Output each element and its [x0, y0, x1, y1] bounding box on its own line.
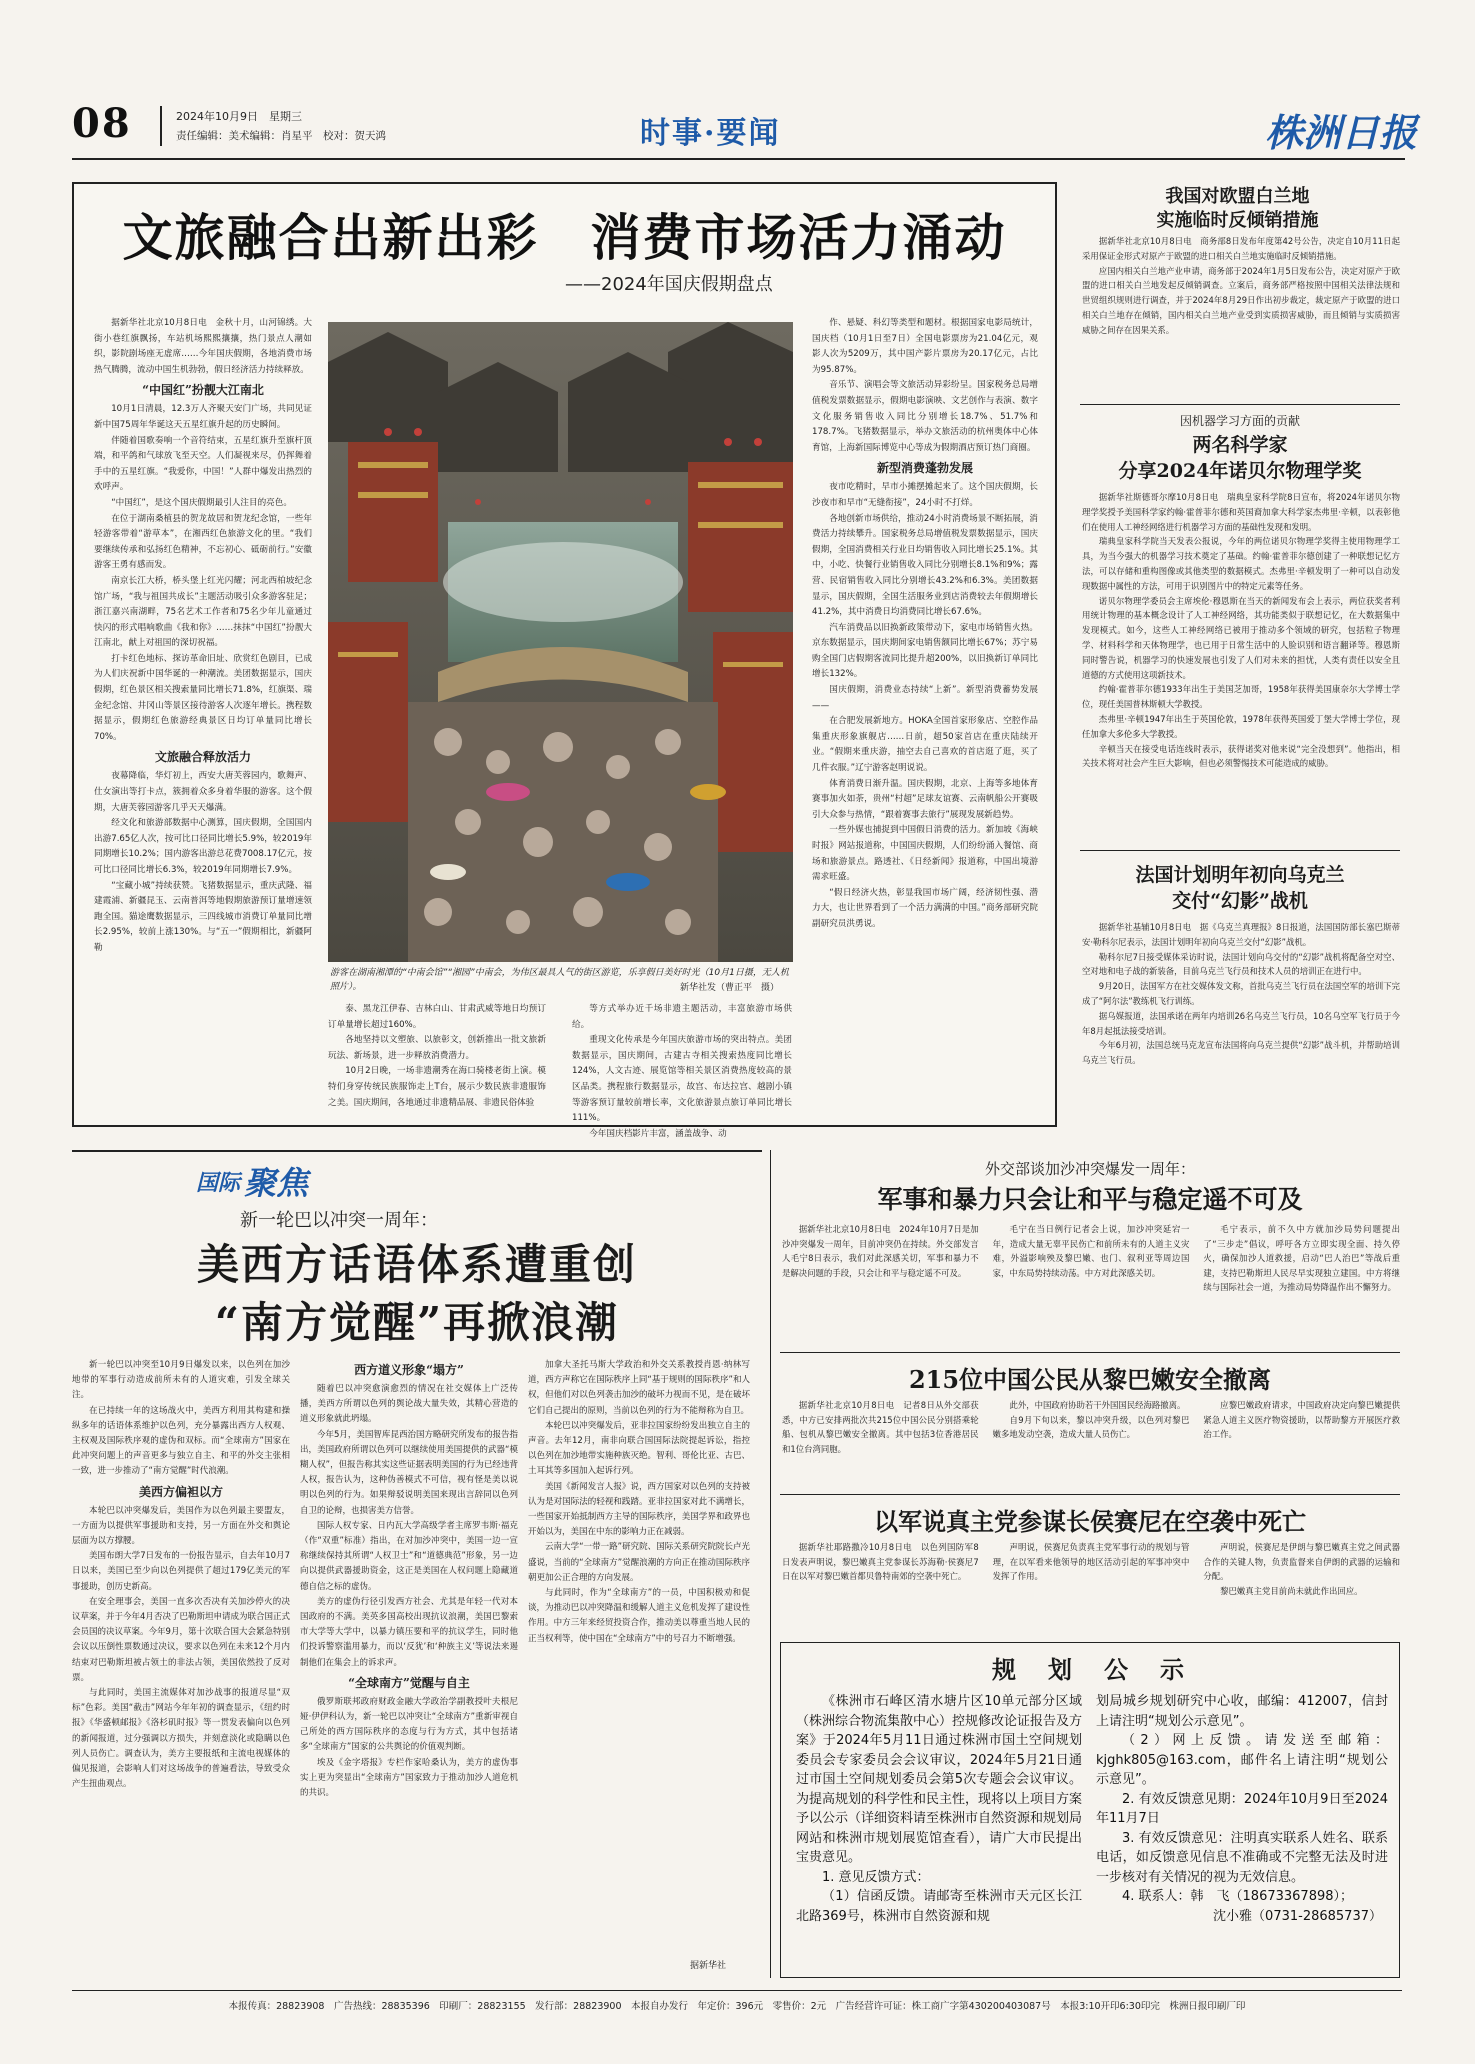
evac-body [782, 1398, 1400, 1490]
article-para: 据新华社北京10月8日电 2024年10月7日是加沙冲突爆发一周年，目前冲突仍在持续。外交部发言人毛宁8日表示，我们对此深感关切，军事和暴力不是解决问题的手段，只会让和平与稳定遥不可及。 [782, 1224, 979, 1278]
article-para: 在安全理事会，美国一直多次否决有关加沙停火的决议草案，并于今年4月否决了巴勒斯坦申请成为联合国正式会员国的决议草案。今年9月，第十次联合国大会紧急特别会议以压倒性票数通过决议，要求以色列在未来12个月内结束对巴勒斯坦被占领土的非法占领，美国依然投了反对票。 [72, 1596, 290, 1683]
article-para: 9月20日，法国军方在社交媒体发文称，首批乌克兰飞行员在法国空军的培训下完成了“阿尔法”教练机飞行训练。 [1082, 981, 1400, 1006]
article-para: 此外，中国政府协助若干外国国民经海路撤离。 [1009, 1400, 1186, 1410]
lead-para: 夜市吃精时，早市小摊摆摊起来了。这个国庆假期，长沙夜市和早市“无缝衔接”，24小时不打烊。 [812, 482, 1038, 508]
article-para: 声明说，侯赛尼是伊朗与黎巴嫩真主党之间武器合作的关键人物，负责监督来自伊朗的武器的运输和分配。 [1203, 1542, 1401, 1582]
notice-para: 1. 意见反馈方式： [822, 1869, 930, 1885]
hezbollah-headline: 以军说真主党参谋长侯赛尼在空袭中死亡 [874, 1507, 1306, 1536]
article-para: 黎巴嫩真主党目前尚未就此作出回应。 [1220, 1585, 1363, 1596]
lead-para: 10月1日清晨，12.3万人齐聚天安门广场，共同见证新中国75周年华诞这天五星红旗升起的历史瞬间。 [94, 404, 312, 430]
article-para: 声明说，侯赛尼负责真主党军事行动的规划与管理，在以军看来他领导的地区活动引起的军事冲突中发挥了作用。 [992, 1542, 1190, 1582]
brandy-article [1082, 234, 1400, 399]
intl-headline-2: “南方觉醒”再掀浪潮 [214, 1298, 620, 1347]
lead-para: 一些外媒也捕捉到中国假日消费的活力。新加坡《海峡时报》网站报道称，中国国庆假期，人们纷纷涌入餐馆、商场和旅游景点。路透社、《日经新闻》报道称，中国出境游需求旺盛。 [812, 825, 1038, 883]
article-para: 新一轮巴以冲突至10月9日爆发以来，以色列在加沙地带的军事行动造成前所未有的人道灾难，引发全球关注。 [72, 1360, 290, 1401]
notice-para: 《株洲市石峰区清水塘片区10单元部分区域（株洲综合物流集散中心）控规修改论证报告及方案》于2024年5月11日通过株洲市国土空间规划委员会专家委员会会议审议，2024年5月21日通过市国土空间规划委员会第5次专题会会议审议。为提高规划的科学性和民主性，现将以上项目方案予以公示（详细资料请至株洲市自然资源和规划局网站和株洲市规划展览馆查看），请广大市民提出宝贵意见。 [796, 1694, 1083, 1865]
mirage-headline-2: 交付“幻影”战机 [1172, 890, 1308, 912]
lead-subhead-consumption: 新型消费蓬勃发展 [876, 461, 973, 476]
gaza-col-2 [993, 1222, 1190, 1350]
notice-para: 3. 有效反馈意见：注明真实联系人姓名、联系电话，如反馈意见信息不准确或不完整无法及时进一步核对有关情况的视为无效信息。 [1096, 1830, 1388, 1885]
article-para: 在已持续一年的这场战火中，美西方利用其构建和操纵多年的话语体系维护以色列，充分暴露出西方人权观、主权观及国际秩序观的虚伪和双标。而“全球南方”国家在此冲突问题上的声音更多与独立自主、和平的外交主张相一致，进一步推动了“南方觉醒”时代浪潮。 [72, 1405, 290, 1477]
lead-headline: 文旅融合出新出彩 消费市场活力涌动 [122, 208, 1007, 267]
hezbollah-col-2 [993, 1540, 1190, 1634]
article-para: 自9月下旬以来，黎以冲突升级，以色列对黎巴嫩多地发动空袭，造成大量人员伤亡。 [992, 1414, 1190, 1440]
mid-divider [780, 1494, 1400, 1495]
gaza-kicker: 外交部谈加沙冲突爆发一周年： [984, 1160, 1195, 1178]
lead-column-1 [94, 316, 312, 1108]
lead-para: 各地创新市场供给，推动24小时消费场景不断拓展，消费活力持续攀升。国家税务总局增值税发票数据显示，国庆假期，全国消费相关行业日均销售收入同比增长25.1%。其中，小吃、快餐行业销售收入同比分别增长8.1%和9%；露营、民宿销售收入同比分别增长43.2%和6.3%。美团数据显示，国庆假期，全国生活服务业到店消费较去年假期增长41.2%，其中消费日均消费同比增长67.6%。 [812, 513, 1038, 618]
article-para: 毛宁表示，前不久中方就加沙局势问题提出了“三步走”倡议，呼吁各方立即实现全面、持久停火，确保加沙人道救援，启动“巴人治巴”等战后重建，支持巴勒斯坦人民尽早实现独立建国。中方将继续与国际社会一道，为推动局势降温作出不懈努力。 [1203, 1224, 1401, 1293]
hezbollah-col-1 [782, 1540, 979, 1634]
planning-notice-left [796, 1692, 1082, 1972]
mirage-article [1082, 920, 1400, 1120]
intl-column-3 [528, 1358, 750, 1953]
article-para: 据新华社耶路撒冷10月8日电 以色列国防军8日发表声明说，黎巴嫩真主党参谋长苏海勒·侯赛尼7日在以军对黎巴嫩首都贝鲁特南郊的空袭中死亡。 [782, 1542, 979, 1582]
notice-para: 划局城乡规划研究中心收，邮编：412007，信封上请注明“规划公示意见”。 [1096, 1694, 1388, 1729]
brandy-headline-2: 实施临时反倾销措施 [1156, 210, 1319, 231]
lead-para: 在合肥发展新地方。HOKA全国首家形象店、空腔作品集重庆形象旗舰店……日前，超50家首店在重庆陆续开业。“假期来重庆游，抽空去自己喜欢的首店逛了逛，买了几件衣服。”辽宁游客赵明说说。 [812, 716, 1038, 774]
nobel-headline-1: 两名科学家 [1192, 434, 1288, 456]
article-para: 应国内相关白兰地产业申请，商务部于2024年1月5日发布公告，决定对原产于欧盟的进口相关白兰地发起反倾销调查。立案后，商务部严格按照中国相关法律法规和世贸组织规则进行调查，并于2024年8月29日作出初步裁定，裁定原产于欧盟的进口相关白兰地存在倾销，国内相关白兰地产业受到实质损害威胁，而且倾销与实质损害威胁之间存在因果关系。 [1082, 265, 1400, 335]
lead-para: 伴随着国歌奏响一个音符结束，五星红旗升至旗杆顶端，和平鸽和气球放飞至天空。人们凝视来尽，仍挥舞着手中的五星红旗。“我爱你，中国！”人群中爆发出热烈的欢呼声。 [94, 435, 312, 493]
lead-para: 等方式举办近千场非遗主题活动，丰富旅游市场供给。 [572, 1004, 792, 1030]
gaza-headline: 军事和暴力只会让和平与稳定遥不可及 [877, 1185, 1303, 1214]
notice-para: 沈小雅（0731-28685737） [1213, 1908, 1382, 1924]
article-para: 与此同时，美国主流媒体对加沙战事的报道尽显“双标”色彩。美国“截击”网站今年年初的调查显示，《纽约时报》《华盛顿邮报》《洛杉矶时报》等一贯发表偏向以色列的新闻报道，过分强调以方损失，并刻意淡化或隐瞒以色列人员伤亡。调查认为，美方主要报纸和主流电视媒体的偏见报道，会影响人们对这场战争的普遍看法，导致受众产生扭曲观点。 [72, 1688, 290, 1790]
article-para: 应黎巴嫩政府请求，中国政府决定向黎巴嫩提供紧急人道主义医疗物资援助，以帮助黎方开展医疗救治工作。 [1203, 1400, 1401, 1440]
article-para: 诺贝尔物理学委员会主席埃伦·穆恩斯在当天的新闻发布会上表示，两位获奖者利用统计物理的基本概念设计了人工神经网络，其功能类似于联想记忆，在大数据集中发现模式。如今，这些人工神经网络已被用于推动多个领域的研究，包括粒子物理学、材料科学和天体物理学，也已用于日常生活中的人脸识别和语言翻译等。穆恩斯同时警告说，机器学习的快速发展也引发了人们对未来的担忧，人类有责任以安全且道德的方式使用这项新技术。 [1082, 595, 1400, 680]
article-para: 埃及《金字塔报》专栏作家哈桑认为，美方的虚伪事实上更为突显出“全球南方”国家致力于推动加沙人道危机的共识。 [300, 1757, 518, 1799]
photo-caption: 游客在湖南湘潭的“中南会馆”“湘园”中南会，为伟区最具人气的街区游览，乐享假日美好时光（10月1日摄，无人机照片）。 [330, 968, 789, 992]
notice-para: （1）信函反馈。请邮寄至株洲市天元区长江北路369号，株洲市自然资源和规 [796, 1889, 1082, 1924]
mid-divider [780, 1352, 1400, 1353]
intl-column-1 [72, 1358, 290, 1973]
intl-brand [196, 1158, 308, 1204]
lead-para: 汽车消费品以旧换新政策带动下，家电市场销售火热。京东数据显示，国庆期间家电销售额同比增长67%；苏宁易购全国门店假期客流同比提升超200%，以旧换新订单同比增长132%。 [812, 622, 1038, 680]
gaza-col-3 [1203, 1222, 1400, 1350]
article-para: 勒科尔尼7日接受媒体采访时说，法国计划向乌交付的“幻影”战机将配备空对空、空对地和电子战的新装备，目前乌克兰飞行员和技术人员的培训正在进行中。 [1082, 951, 1400, 977]
lead-para: 音乐节、演唱会等文旅活动异彩纷呈。国家税务总局增值税发票数据显示，假期电影演映、文艺创作与表演、数字文化服务销售收入同比分别增长18.7%、51.7%和178.7%。飞猪数据显示，举办文旅活动的杭州奥体中心体育馆，上海新国际博览中心等成为假期酒店预订热门商圈。 [812, 380, 1038, 453]
intl-brand-a: 国际 [196, 1169, 241, 1196]
planning-notice-right [1096, 1692, 1388, 1972]
hezbollah-col-3 [1203, 1540, 1400, 1634]
article-para: 据新华社斯德哥尔摩10月8日电 瑞典皇家科学院8日宣布，将2024年诺贝尔物理学奖授予美国科学家约翰·霍普菲尔德和英国裔加拿大科学家杰弗里·辛顿，以表彰他们在使用人工神经网络进行机器学习方面的基础性发现和发明。 [1082, 492, 1400, 532]
lead-para: 重现文化传承是今年国庆旅游市场的突出特点。美团数据显示，国庆期间，古建古寺相关搜索热度同比增长124%，人文古迹、展览馆等相关景区消费热度较高的景区品类。携程旅行数据显示，故宫、布达拉宫、越剧小镇等游客预订量较前增长率，文化旅游景点旅订单同比增长111%。 [572, 1035, 792, 1124]
notice-para: 2. 有效反馈意见期：2024年10月9日至2024年11月7日 [1096, 1791, 1388, 1826]
lead-para: “中国红”，是这个国庆假期最引人注目的亮色。 [111, 497, 292, 508]
lead-subhead-red: “中国红”扮靓大江南北 [142, 383, 264, 398]
notice-para: （2）网上反馈。请发送至邮箱：kjghk805@163.com，邮件名上请注明“规划公示意见”。 [1096, 1733, 1388, 1787]
lead-para: 据新华社北京10月8日电 金秋十月，山河锦绣。大街小巷红旗飘扬，车站机场熙熙攘攘，热门景点人潮如织，影院剧场座无虚席……今年国庆假期，各地消费市场热气腾腾，流动中国生机勃勃，假日经济活力持续释放。 [94, 318, 312, 375]
nobel-headline-2: 分享2024年诺贝尔物理学奖 [1118, 460, 1362, 482]
article-para: 美国《新闻发言人报》说，西方国家对以色列的支持被认为是对国际法的轻视和践踏。亚非拉国家对此不满增长，一些国家开始抵制西方主导的国际秩序，美国学界和政界也开始以为，美国在中东的影响力正在减弱。 [528, 1481, 750, 1538]
lead-column-3 [572, 1002, 792, 1139]
footer-rule [72, 1990, 1402, 1991]
article-para: 与此同时，作为“全球南方”的一员，中国积极劝和促谈，为推动巴以冲突降温和缓解人道主义危机发挥了建设性作用。中方三年来经贸投资合作，推动美以尊重当地人民的正当权利等，使中国在“全球南方”中的号召力不断增强。 [528, 1588, 750, 1644]
lead-para: 夜幕降临，华灯初上，西安大唐芙蓉园内，歌舞声、仕女演出等打卡点，簇拥着众多身着华服的游客。这个假期，大唐芙蓉园游客几乎天天爆满。 [94, 771, 312, 813]
hezbollah-body [782, 1540, 1400, 1634]
editors-line: 责任编辑：美术编辑：肖星平 校对：贺天鸿 [176, 130, 386, 142]
article-para: 本轮巴以冲突爆发后，美国作为以色列最主要盟友，一方面为以提供军事援助和支持，另一方面在外交和舆论层面为以方撑腰。 [72, 1505, 290, 1547]
section-title: 时事·要闻 [640, 116, 781, 151]
notice-para: 4. 联系人：韩 飞（18673367898）； [1122, 1889, 1354, 1904]
lead-photo-illustration [328, 322, 793, 962]
mirage-headline-1: 法国计划明年初向乌克兰 [1135, 864, 1345, 886]
article-para: 俄罗斯联邦政府财政金融大学政治学副教授叶夫根尼娅·伊伊科认为，新一轮巴以冲突让“全球南方”重新审视自己所处的西方国际秩序的态度与行为方式，其中包括诸多“全球南方”国家的公共舆论的价值观判断。 [300, 1696, 518, 1753]
lead-para: 10月2日晚，一场非遗潮秀在海口骑楼老街上演。模特们身穿传统民族服饰走上T台，展示少数民族非遗服饰之美。国庆期间，各地通过非遗精品展、非遗民俗体验 [328, 1066, 546, 1108]
planning-notice-title: 规 划 公 示 [992, 1655, 1188, 1684]
right-divider [1080, 404, 1400, 405]
lead-column-4 [812, 316, 1038, 1108]
article-para: 据新华社北京10月8日电 商务部8日发布年度第42号公告，决定自10月11日起采用保证金形式对原产于欧盟的进口相关白兰地实施临时反倾销措施。 [1082, 236, 1400, 261]
lead-photo [328, 322, 793, 962]
intl-section-rule [72, 1150, 762, 1152]
article-para: 辛顿当天在接受电话连线时表示，获得诺奖对他来说“完全没想到”。他指出，相关技术将对社会产生巨大影响，但也必须警惕技术可能造成的威胁。 [1082, 743, 1400, 769]
gaza-body [782, 1222, 1400, 1350]
lead-para: “宝藏小城”持续获赞。飞猪数据显示，重庆武隆、福建霞浦、新疆昆玉、云南普洱等地假期旅游预订量增速领跑全国。猫途鹰数据显示，三四线城市消费订单量同比增长2.95%，较前上涨130%。与“五一”假期相比，新疆阿勒 [94, 880, 312, 953]
article-para: 约翰·霍普菲尔德1933年出生于美国芝加哥，1958年获得美国康奈尔大学博士学位，现任美国普林斯顿大学教授。 [1082, 684, 1400, 710]
intl-subhead-south: “全球南方”觉醒与自主 [348, 1675, 470, 1690]
article-para: 杰弗里·辛顿1947年出生于英国伦敦，1978年获得英国爱丁堡大学博士学位，现任加拿大多伦多大学教授。 [1082, 713, 1400, 739]
article-para: 本轮巴以冲突爆发后，亚非拉国家纷纷发出独立自主的声音。去年12月，南非向联合国国际法院提起诉讼，指控以色列在加沙地带实施种族灭绝。智利、哥伦比亚、古巴、土耳其等多国加入起诉行列。 [528, 1420, 750, 1477]
lead-subtitle: ——2024年国庆假期盘点 [565, 274, 773, 295]
intl-subhead-bias: 美西方偏袒以方 [138, 1484, 223, 1499]
article-para: 今年6月初，法国总统马克龙宣布法国将向乌克兰提供“幻影”战斗机，并帮助培训乌克兰飞行员。 [1082, 1040, 1400, 1066]
article-para: 瑞典皇家科学院当天发表公报说，今年的两位诺贝尔物理学奖得主使用物理学工具，为当今强大的机器学习技术奠定了基础。约翰·霍普菲尔德创建了一种联想记忆方法，可以存储和重构图像或其他类型的数据模式。杰弗里·辛顿发明了一种可以自动发现数据中属性的方法，可用于识别图片中的特定元素等任务。 [1082, 536, 1400, 591]
article-para: 据新华社基辅10月8日电 据《乌克兰真理报》8日报道，法国国防部长塞巴斯蒂安·勒科尔尼表示，法国计划明年初向乌克兰交付“幻影”战机。 [1082, 922, 1400, 947]
lead-para: 打卡红色地标、探访革命旧址、欣赏红色剧目，已成为人们庆祝新中国华诞的一种潮流。美团数据显示，国庆假期，红色景区相关搜索量同比增长71.8%，红旗渠、瑞金纪念馆、井冈山等景区接待游客人次逐年增长。携程数据显示，假期红色旅游经典景区日均订单量同比增长70%。 [94, 653, 312, 742]
nobel-kicker: 因机器学习方面的贡献 [1179, 414, 1300, 428]
article-para: 国际人权专家、日内瓦大学高级学者主席罗韦斯·福克（作“双重”标准）指出，在对加沙冲突中，美国一边一宣称继续保持其所谓“人权卫士”和“道德典范”形象，另一边向以提供武器援助资金，这正是美国在人权问题上隐藏道德自信之标的虚伪。 [300, 1520, 518, 1592]
lead-para: 作、悬疑、科幻等类型和题材。根据国家电影局统计，国庆档（10月1日至7日）全国电影票房为21.04亿元，观影人次为5209万，其中国产影片票房为20.17亿元，占比为95.87%。 [812, 318, 1038, 375]
brandy-headline-1: 我国对欧盟白兰地 [1165, 186, 1310, 207]
article-para: 美方的虚伪行径引发西方社会、尤其是年轻一代对本国政府的不满。美英多国高校出现抗议浪潮，美国巴黎索市大学等大学中，以暴力镇压要和平的抗议学生，同时他们投诉警察滥用暴力，而以‘反犹’和‘种族主义’等说法来遏制他们在集会上的诉求声。 [300, 1596, 518, 1668]
intl-credit: 据新华社 [690, 1961, 727, 1971]
intl-subhead-moral: 西方道义形象“塌方” [354, 1363, 464, 1377]
lead-para: 体育消费日渐升温。国庆假期，北京、上海等多地体育赛事加火如荼，贵州“村超”足球友谊赛、云南帆船公开赛吸引大众参与热情，“跟着赛事去旅行”展现发展新趋势。 [812, 778, 1038, 820]
lead-para: 各地坚持以文塑旅、以旅彰文，创新推出一批文旅新玩法、新场景，进一步释放消费潜力。 [328, 1035, 546, 1061]
intl-headline-1: 美西方话语体系遭重创 [196, 1240, 637, 1289]
page-number: 08 [72, 100, 132, 147]
vertical-divider [770, 1150, 771, 1978]
lead-para: 泰、黑龙江伊春、吉林白山、甘肃武威等地日均预订订单量增长超过160%。 [328, 1004, 546, 1030]
intl-kicker: 新一轮巴以冲突一周年： [240, 1210, 438, 1231]
article-para: 据新华社北京10月8日电 记者8日从外交部获悉，中方已安排两批次共215位中国公民分别搭乘轮船、包机从黎巴嫩安全撤离。其中包括3位香港居民和1位台湾同胞。 [782, 1400, 979, 1454]
article-para: 美国布朗大学7日发布的一份报告显示，自去年10月7日以来，美国已至少向以色列提供了超过179亿美元的军事援助，创历史新高。 [72, 1551, 290, 1592]
lead-subhead-culture: 文旅融合释放活力 [154, 750, 251, 765]
lead-para: 在位于湖南桑植县的贺龙故居和贺龙纪念馆，一些年轻游客带着“游草本”，在湘西红色旅游文化的里。“我们要继续传承和弘扬红色精神，不忘初心、砥砺前行。”安徽游客王勇有感而发。 [94, 513, 312, 571]
gaza-col-1 [782, 1222, 979, 1350]
article-para: 毛宁在当日例行记者会上说，加沙冲突延宕一年，造成大量无辜平民伤亡和前所未有的人道主义灾难，外溢影响殃及黎巴嫩、也门、叙利亚等周边国家，中东局势持续动荡。中方对此深感关切。 [992, 1224, 1190, 1278]
date-line: 2024年10月9日 星期三 [176, 110, 302, 123]
lead-para: 南京长江大桥，桥头堡上红光闪耀；河北西柏坡纪念馆广场，“我与祖国共成长”主题活动吸引众多游客驻足；浙江嘉兴南湖畔，75名艺术工作者和75名少年儿童通过快闪的形式唱响歌曲《我和你》……抹抹“中国红”扮靓大江南北，献上对祖国的深切祝福。 [94, 575, 312, 649]
article-para: 云南大学“一带一路”研究院、国际关系研究院院长卢光盛说，当前的“全球南方”觉醒浪潮的方向正在推动国际秩序朝更加公正合理的方向发展。 [528, 1542, 750, 1583]
paper-name-logo: 株洲日报 [1265, 110, 1418, 155]
article-para: 今年5月，美国智库昆西治国方略研究所发布的报告指出，美国政府所谓以色列可以继续使用美国提供的武器“模糊人权”，但报告称其实这些证据表明美国的行为已经违背人权，报告认为，这种伪善模式不可信，视有怪是美以说明以色列的行为。如果辩驳说明美国来现出言辞同以色列自卫的论辩，也损害美方信誉。 [300, 1429, 518, 1516]
intl-column-2 [300, 1358, 518, 1973]
evac-headline: 215位中国公民从黎巴嫩安全撤离 [908, 1365, 1272, 1394]
right-divider [1080, 850, 1400, 851]
lead-column-2 [328, 1002, 546, 1112]
evac-col-2 [993, 1398, 1190, 1490]
footer-info: 本报传真：28823908 广告热线：28835396 印刷厂：28823155 发行部：28823900 本报自办发行 年定价：396元 零售价：2元 广告经营许可证：株工商广字第430200403087号 本报3:10开印6:30印完 株洲日报印刷厂印 [228, 2001, 1246, 2012]
photo-credit: 新华社发（曹正平 摄） [680, 983, 780, 993]
lead-para: 今年国庆档影片丰富，涵盖战争、动 [589, 1128, 727, 1139]
article-para: 据乌媒报道，法国承诺在两年内培训26名乌克兰飞行员，10名乌空军飞行员于今年8月起抵法接受培训。 [1082, 1010, 1400, 1036]
article-para: 随着巴以冲突愈演愈烈的情况在社交媒体上广泛传播，美西方所谓以色列的舆论战大量失效，其精心营造的道义形象就此坍塌。 [300, 1384, 518, 1425]
nobel-article [1082, 490, 1400, 845]
lead-para: “假日经济火热，彰显我国市场广阔，经济韧性强、潜力大，也让世界看到了一个活力满满的中国。”商务部研究院副研究员洪勇说。 [812, 887, 1038, 929]
evac-col-1 [782, 1398, 979, 1490]
header-separator [160, 106, 162, 146]
intl-brand-b: 聚焦 [244, 1164, 309, 1202]
lead-para: 国庆假期，消费业态持续“上新”。新型消费蓄势发展—— [812, 685, 1038, 711]
article-para: 加拿大圣托马斯大学政治和外交关系教授肖恩·纳林写道，西方声称它在国际秩序上同“基于规则的国际秩序”和人权，但他们对以色列袭击加沙的破坏力视而不见，是在破坏它们自己提出的原则，当前以色列的行为不能辩称为自卫。 [528, 1360, 750, 1416]
header-rule [72, 158, 1405, 160]
lead-para: 经文化和旅游部数据中心测算，国庆假期，全国国内出游7.65亿人次，按可比口径同比增长5.9%，较2019年同期增长10.2%；国内游客出游总花费7008.17亿元，按可比口径同比增长6.3%，较2019年同期增长7.9%。 [94, 818, 312, 875]
evac-col-3 [1203, 1398, 1400, 1490]
